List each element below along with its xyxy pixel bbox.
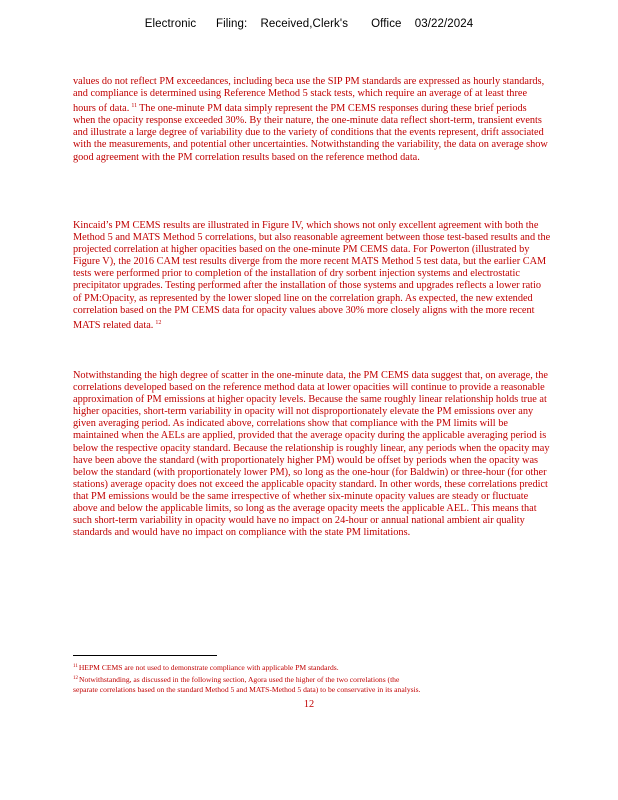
footnote-12-continued: separate correlations based on the standard Method 5 and MATS-Method 5 data) to be conservative in its analysis. bbox=[73, 685, 421, 694]
paragraph-kincaid-powerton bbox=[73, 220, 551, 332]
footnote-ref-11[interactable]: 11 bbox=[131, 103, 138, 110]
paragraph-2 bbox=[73, 220, 551, 332]
footnote-11 bbox=[73, 662, 543, 674]
footnote-11-marker: 11 bbox=[73, 664, 78, 669]
page-number: 12 bbox=[303, 699, 315, 710]
paragraph-1-text-b: The one-minute PM data simply represent the PM CEMS responses during these brief periods when the opacity response exceeded 30%. By their nature, the one-minute data reflect short-term, transient events and illustrate a large degree of variability due to the variety of conditions that the events represent, drift associated with the measurements, and potential other uncertainties. Notwithstanding the variability, the data on average show good agreement with the PM correlation results based on the reference method data. bbox=[73, 103, 548, 163]
paragraph-1-text-a: values do not reflect PM exceedances, including beca use the SIP PM standards are expressed as hourly standards, and compliance is determined using Reference Method 5 stack tests, which require an average of at least three hours of data. bbox=[73, 76, 545, 115]
paragraph-pm-exceedances bbox=[73, 76, 551, 164]
paragraph-2-text: Kincaid’s PM CEMS results are illustrated in Figure IV, which shows not only excellent agreement with both the Method 5 and MATS Method 5 correlations, but also reasonable agreement between those test-based results and the projected correlation at higher opacities based on the one-minute PM CEMS data. For Powerton (illustrated by Figure V), the 2016 CAM test results diverge from the more recent MATS Method 5 test data, but the earlier CAM tests were performed prior to completion of the installation of dry sorbent injection systems and electrostatic precipitator upgrades. Testing performed after the installation of those systems and upgrades reflects a lower ratio of PM:Opacity, as represented by the lower sloped line on the correlation graph. As expected, the new extended correlation based on the PM CEMS data for opacity values above 30% more closely aligns with the more recent MATS related data. bbox=[73, 220, 551, 331]
footnote-12 bbox=[73, 674, 543, 686]
paragraph-notwithstanding bbox=[73, 370, 551, 539]
electronic-filing-header: Electronic Filing: Received,Clerk's Office 03/22/2024 bbox=[144, 18, 474, 30]
paragraph-1 bbox=[73, 76, 551, 164]
footnote-12-line-1: Notwithstanding, as discussed in the following section, Agora used the higher of the two correlations (the bbox=[79, 674, 400, 684]
footnote-12-marker: 12 bbox=[73, 675, 78, 681]
footnote-separator bbox=[73, 655, 217, 656]
footnote-ref-12[interactable]: 12 bbox=[155, 319, 162, 326]
paragraph-3: Notwithstanding the high degree of scatter in the one-minute data, the PM CEMS data suggest that, on average, the correlations developed based on the reference method data at lower opacities will continue to provide a reasonable approximation of PM emissions at higher opacity levels. Because the same roughly linear relationship holds true at higher opacities, short-term variability in opacity will not disproportionately elevate the PM emissions over any given averaging period. As indicated above, correlations show that compliance with the PM limits will be maintained when the AELs are applied, provided that the average opacity during the applicable averaging period is below the respective opacity standard. Because the relationship is roughly linear, any periods when the opacity may have been above the standard (with proportionately higher PM) would be offset by periods when the opacity was below the standard (with proportionately lower PM), so long as the one-hour (for Baldwin) or three-hour (for other stations) average opacity does not exceed the applicable opacity standard. In other words, these correlations predict that PM emissions would be the same irrespective of whether six-minute opacity values are steady or fluctuate above and below the applicable limits, so long as the average opacity meets the applicable AEL. This means that such short-term variability in opacity would have no impact on 24-hour or annual national ambient air quality standards and would have no impact on compliance with the state PM limitations. bbox=[73, 370, 550, 539]
footnotes bbox=[73, 662, 543, 696]
footnote-11-text: HEPM CEMS are not used to demonstrate compliance with applicable PM standards. bbox=[78, 663, 339, 672]
